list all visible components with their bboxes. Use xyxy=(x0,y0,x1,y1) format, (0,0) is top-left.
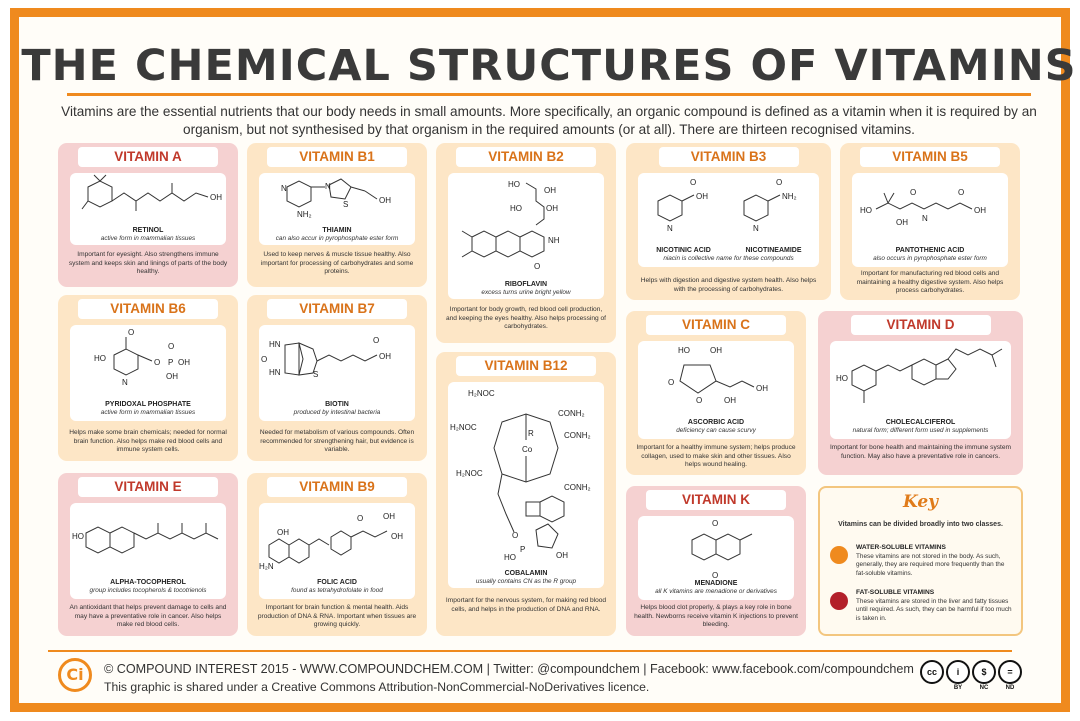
card-title: VITAMIN B9 xyxy=(267,477,407,497)
svg-text:Co: Co xyxy=(522,445,533,454)
footer-credits: © COMPOUND INTEREST 2015 - WWW.COMPOUNDCHEM.COM | Twitter: @compoundchem | Facebook: www.facebook.com/compoundchem xyxy=(104,662,914,676)
svg-text:OH: OH xyxy=(178,358,190,367)
key-intro: Vitamins can be divided broadly into two classes. xyxy=(838,521,1003,528)
card-vitamin-b12 xyxy=(436,352,616,636)
biotin-structure-icon xyxy=(259,325,415,401)
card-vitamin-k xyxy=(626,486,806,636)
card-title: VITAMIN B7 xyxy=(267,299,407,319)
cobalamin-structure-icon xyxy=(448,382,604,568)
svg-text:OH: OH xyxy=(166,372,178,381)
noncommercial-label: NC xyxy=(979,685,989,691)
svg-text:OH: OH xyxy=(383,512,395,521)
card-vitamin-b3 xyxy=(626,143,831,300)
card-vitamin-c xyxy=(626,311,806,475)
svg-text:H₂NOC: H₂NOC xyxy=(456,469,483,478)
structure-panel xyxy=(852,173,1008,267)
compound-name: ALPHA-TOCOPHEROL xyxy=(110,579,186,586)
title-divider xyxy=(67,93,1031,96)
card-vitamin-b5 xyxy=(840,143,1020,300)
vitamin-description: Helps blood clot properly, & plays a key role in bone health. Newborns receive vitamin K injections to prevent bleeding. xyxy=(634,604,798,629)
compound-name: COBALAMIN xyxy=(504,570,548,577)
structure-panel xyxy=(70,173,226,245)
svg-text:CONH₂: CONH₂ xyxy=(564,483,591,492)
compound-note: found as tetrahydrofolate in food xyxy=(291,587,383,594)
compound-note: also occurs in pyrophosphate ester form xyxy=(873,255,987,262)
fat-soluble-text: These vitamins are stored in the liver and fatty tissues until required. As such, they can be harmful if too much is taken in. xyxy=(856,598,1012,622)
svg-text:O: O xyxy=(712,519,719,528)
card-vitamin-e xyxy=(58,473,238,636)
poster-title: THE CHEMICAL STRUCTURES OF VITAMINS xyxy=(21,41,1077,91)
svg-text:O: O xyxy=(910,188,917,197)
svg-text:O: O xyxy=(958,188,965,197)
water-soluble-label: WATER-SOLUBLE VITAMINS xyxy=(856,544,946,551)
svg-text:O: O xyxy=(373,336,380,345)
svg-text:H₂NOC: H₂NOC xyxy=(450,423,477,432)
attribution-label: BY xyxy=(953,685,963,691)
svg-text:O: O xyxy=(154,358,161,367)
compound-note: all K vitamins are menadione or derivatives xyxy=(655,588,777,595)
compound-name: RETINOL xyxy=(132,227,164,234)
key-title: Key xyxy=(902,492,939,512)
svg-text:OH: OH xyxy=(556,551,568,560)
fat-soluble-dot-icon xyxy=(830,592,848,610)
svg-text:O: O xyxy=(712,571,719,580)
compound-note: can also accur in pyrophosphate ester form xyxy=(275,235,399,242)
card-vitamin-b6 xyxy=(58,295,238,461)
compound-name: FOLIC ACID xyxy=(317,579,357,586)
svg-text:P: P xyxy=(520,545,526,554)
svg-text:CONH₂: CONH₂ xyxy=(558,409,585,418)
pantothenic-acid-structure-icon xyxy=(852,173,1008,247)
vitamin-description: Needed for metabolism of various compounds. Often recommended for strengthening hair, but evidence is variable. xyxy=(259,429,415,454)
svg-text:O: O xyxy=(696,396,703,405)
svg-text:O: O xyxy=(357,514,364,523)
pyridoxal-phosphate-structure-icon xyxy=(70,325,226,401)
svg-text:O: O xyxy=(512,531,519,540)
compound-note: active form in mammalian tissues xyxy=(100,235,196,242)
structure-panel xyxy=(70,503,226,599)
svg-text:OH: OH xyxy=(391,532,403,541)
svg-text:OH: OH xyxy=(710,346,722,355)
card-title: VITAMIN B1 xyxy=(267,147,407,167)
card-title: VITAMIN A xyxy=(78,147,218,167)
card-vitamin-a xyxy=(58,143,238,287)
svg-text:N: N xyxy=(922,214,928,223)
card-title: VITAMIN D xyxy=(851,315,991,335)
svg-text:OH: OH xyxy=(696,192,708,201)
noderivatives-label: ND xyxy=(1005,685,1015,691)
svg-text:NH₂: NH₂ xyxy=(782,192,797,201)
creative-commons-badges xyxy=(920,660,1024,694)
card-title: VITAMIN B12 xyxy=(456,356,596,376)
vitamin-description: Helps make some brain chemicals; needed for normal brain function. Also helps make red blood cells and immune system cells. xyxy=(69,429,227,454)
svg-text:HO: HO xyxy=(504,553,516,562)
svg-text:OH: OH xyxy=(544,186,556,195)
compound-name: CHOLECALCIFEROL xyxy=(885,419,956,426)
footer-divider xyxy=(48,650,1012,652)
noderivatives-icon: = xyxy=(998,660,1022,684)
compound-note: excess turns urine bright yellow xyxy=(481,289,571,296)
card-vitamin-b1 xyxy=(247,143,427,287)
svg-text:HO: HO xyxy=(72,532,84,541)
structure-panel xyxy=(70,325,226,421)
svg-text:HO: HO xyxy=(860,206,872,215)
compound-note: group includes tocopherols & tocotrienols xyxy=(89,587,207,594)
svg-text:CONH₂: CONH₂ xyxy=(564,431,591,440)
svg-text:NH₂: NH₂ xyxy=(297,210,312,219)
card-title: VITAMIN B6 xyxy=(78,299,218,319)
svg-text:OH: OH xyxy=(379,196,391,205)
riboflavin-structure-icon xyxy=(448,173,604,279)
compound-note: active form in mammalian tissues xyxy=(100,409,196,416)
compound-interest-logo-icon: Ci xyxy=(58,658,92,692)
vitamin-description: An antioxidant that helps prevent damage to cells and may have a preventative role in cancer. Also helps make red blood cells. xyxy=(69,604,227,629)
noncommercial-icon: $ xyxy=(972,660,996,684)
water-soluble-text: These vitamins are not stored in the body. As such, generally, they are required more frequently than the fat-soluble vitamins. xyxy=(856,553,1005,577)
svg-text:O: O xyxy=(690,178,697,187)
water-soluble-dot-icon xyxy=(830,546,848,564)
svg-text:N: N xyxy=(667,224,673,233)
card-title: VITAMIN B2 xyxy=(456,147,596,167)
card-title: VITAMIN B5 xyxy=(860,147,1000,167)
retinol-structure-icon xyxy=(70,173,226,225)
svg-text:HO: HO xyxy=(508,180,520,189)
structure-panel xyxy=(638,341,794,439)
compound-name-2: NICOTINEAMIDE xyxy=(745,247,802,254)
niacin-structure-icon xyxy=(638,173,819,247)
svg-text:O: O xyxy=(534,262,541,271)
vitamin-description: Important for manufacturing red blood cells and maintaining a healthy digestive system. Also helps process carbohydrates. xyxy=(856,270,1004,295)
compound-name: PYRIDOXAL PHOSPHATE xyxy=(105,401,191,408)
compound-note: deficiency can cause scurvy xyxy=(676,427,756,434)
svg-text:O: O xyxy=(168,342,175,351)
menadione-structure-icon xyxy=(638,516,794,580)
structure-panel xyxy=(259,503,415,599)
compound-name-1: NICOTINIC ACID xyxy=(656,247,711,254)
tocopherol-structure-icon xyxy=(70,503,226,579)
card-vitamin-b7 xyxy=(247,295,427,461)
structure-panel xyxy=(830,341,1011,439)
card-vitamin-d xyxy=(818,311,1023,475)
svg-text:N: N xyxy=(753,224,759,233)
legend-key xyxy=(818,486,1023,636)
svg-text:O: O xyxy=(261,355,268,364)
svg-text:OH: OH xyxy=(210,193,222,202)
structure-panel xyxy=(448,173,604,299)
compound-name: ASCORBIC ACID xyxy=(687,419,745,426)
vitamin-description: Important for a healthy immune system; helps produce collagen, used to make skin and other tissues. Also helps wound healing. xyxy=(636,444,796,469)
vitamin-description: Important for brain function & mental health. Aids production of DNA & RNA. Important when tissues are growing quickly. xyxy=(257,604,417,629)
svg-text:OH: OH xyxy=(896,218,908,227)
svg-text:OH: OH xyxy=(974,206,986,215)
card-title: VITAMIN E xyxy=(78,477,218,497)
svg-text:HO: HO xyxy=(94,354,106,363)
svg-text:S: S xyxy=(313,370,319,379)
structure-panel xyxy=(638,516,794,600)
fat-soluble-label: FAT-SOLUBLE VITAMINS xyxy=(856,589,935,596)
thiamin-structure-icon xyxy=(259,173,415,225)
compound-note: niacin is collective name for these compounds xyxy=(663,255,794,262)
svg-text:O: O xyxy=(128,328,135,337)
card-title: VITAMIN K xyxy=(646,490,786,510)
vitamin-description: Important for bone health and maintaining the immune system function. May also have a preventative role in cancers. xyxy=(829,444,1012,460)
card-vitamin-b9 xyxy=(247,473,427,636)
folic-acid-structure-icon xyxy=(259,503,415,579)
structure-panel xyxy=(259,173,415,245)
compound-name: RIBOFLAVIN xyxy=(504,281,548,288)
compound-note: usually contains CN as the R group xyxy=(475,578,577,585)
vitamin-description: Important for the nervous system, for making red blood cells, and helps in the production of DNA and RNA. xyxy=(445,597,607,613)
structure-panel xyxy=(448,382,604,588)
svg-text:H₂N: H₂N xyxy=(259,562,274,571)
attribution-icon: i xyxy=(946,660,970,684)
svg-text:HO: HO xyxy=(678,346,690,355)
svg-text:N: N xyxy=(325,182,331,191)
vitamin-description: Important for eyesight. Also strengthens immune system and keeps skin and linings of parts of the body healthy. xyxy=(68,251,228,276)
svg-text:O: O xyxy=(668,378,675,387)
svg-text:O: O xyxy=(776,178,783,187)
svg-text:N: N xyxy=(122,378,128,387)
svg-text:NH: NH xyxy=(548,236,560,245)
compound-name: BIOTIN xyxy=(325,401,349,408)
structure-panel xyxy=(259,325,415,421)
vitamin-description: Used to keep nerves & muscle tissue healthy. Also important for processing of carbohydrates and some proteins. xyxy=(260,251,414,276)
svg-text:HN: HN xyxy=(269,340,281,349)
intro-text: Vitamins are the essential nutrients that our body needs in small amounts. More specifically, an organic compound is defined as a vitamin when it is required by an organism, but not synthesised by that organism in the required amounts (or at all). There are thirteen recognised vitamins. xyxy=(61,104,1037,137)
compound-note: natural form; different form used in supplements xyxy=(852,427,989,434)
compound-note: produced by intestinal bacteria xyxy=(293,409,381,416)
svg-text:OH: OH xyxy=(379,352,391,361)
svg-text:OH: OH xyxy=(756,384,768,393)
svg-text:OH: OH xyxy=(546,204,558,213)
card-title: VITAMIN C xyxy=(646,315,786,335)
structure-panel xyxy=(638,173,819,267)
svg-text:HO: HO xyxy=(836,374,848,383)
cc-icon: cc xyxy=(920,660,944,684)
ascorbic-acid-structure-icon xyxy=(638,341,794,419)
card-vitamin-b2 xyxy=(436,143,616,343)
footer-licence: This graphic is shared under a Creative Commons Attribution-NonCommercial-NoDerivatives licence. xyxy=(104,680,650,694)
svg-text:OH: OH xyxy=(724,396,736,405)
svg-text:H₂NOC: H₂NOC xyxy=(468,389,495,398)
card-title: VITAMIN B3 xyxy=(659,147,799,167)
compound-name: MENADIONE xyxy=(694,580,738,587)
svg-text:P: P xyxy=(168,358,174,367)
vitamin-description: Important for body growth, red blood cell production, and keeping the eyes healthy. Also helps processing of carbohydrates. xyxy=(445,306,607,331)
svg-text:N: N xyxy=(281,184,287,193)
svg-text:R: R xyxy=(528,429,534,438)
compound-name: THIAMIN xyxy=(322,227,352,234)
svg-text:HO: HO xyxy=(510,204,522,213)
cholecalciferol-structure-icon xyxy=(830,341,1011,419)
compound-name: PANTOTHENIC ACID xyxy=(895,247,965,254)
svg-text:OH: OH xyxy=(277,528,289,537)
vitamin-description: Helps with digestion and digestive system health. Also helps with the processing of carbohydrates. xyxy=(640,277,817,293)
svg-text:HN: HN xyxy=(269,368,281,377)
svg-text:S: S xyxy=(343,200,349,209)
